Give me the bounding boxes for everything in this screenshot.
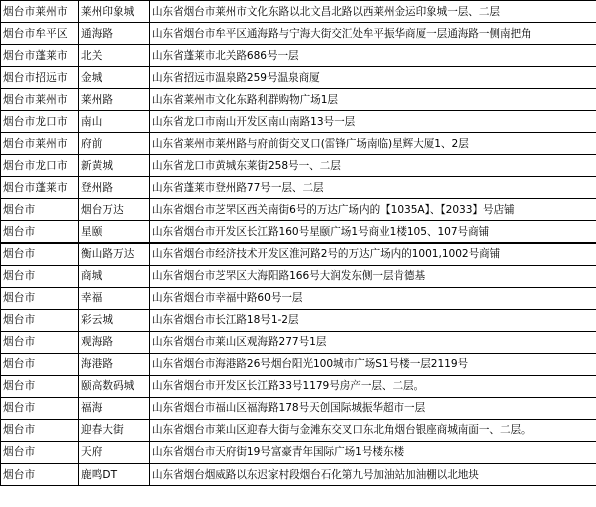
table-row	[1, 155, 596, 177]
store-name-cell: 彩云城	[79, 309, 150, 331]
address-cell: 山东省烟台市海港路26号烟台阳光100城市广场S1号楼一层2119号	[150, 353, 596, 375]
store-name-cell: 莱州路	[79, 89, 150, 111]
address-cell: 山东省烟台市天府街19号富豪青年国际广场1号楼东楼	[150, 441, 596, 463]
store-name-cell: 海港路	[79, 353, 150, 375]
store-name-cell: 登州路	[79, 177, 150, 199]
address-cell: 山东省烟台市莱山区观海路277号1层	[150, 331, 596, 353]
store-name-cell: 商城	[79, 265, 150, 287]
city-cell: 烟台市	[1, 441, 79, 463]
store-name-cell: 星颐	[79, 221, 150, 243]
address-cell: 山东省蓬莱市北关路686号一层	[150, 45, 596, 67]
city-cell: 烟台市莱州市	[1, 1, 79, 23]
address-cell: 山东省烟台市开发区长江路33号1179号房产一层、二层。	[150, 375, 596, 397]
city-cell: 烟台市龙口市	[1, 111, 79, 133]
city-cell: 烟台市蓬莱市	[1, 177, 79, 199]
table-row	[1, 133, 596, 155]
table-row	[1, 309, 596, 331]
table-row	[1, 1, 596, 23]
store-name-cell: 府前	[79, 133, 150, 155]
address-cell: 山东省烟台市福山区福海路178号天创国际城振华超市一层	[150, 397, 596, 419]
address-cell: 山东省烟台市芝罘区西关南街6号的万达广场内的【1035A】、【2033】号店铺	[150, 199, 596, 221]
address-cell: 山东省招远市温泉路259号温泉商厦	[150, 67, 596, 89]
table-row	[1, 331, 596, 353]
table-row	[1, 45, 596, 67]
city-cell: 烟台市	[1, 199, 79, 221]
city-cell: 烟台市	[1, 397, 79, 419]
store-name-cell: 幸福	[79, 287, 150, 309]
store-name-cell: 观海路	[79, 331, 150, 353]
table-row	[1, 287, 596, 309]
address-cell: 山东省烟台市开发区长江路160号星颐广场1号商业1楼105、107号商铺	[150, 221, 596, 243]
table-row	[1, 419, 596, 441]
city-cell: 烟台市	[1, 287, 79, 309]
table-row	[1, 243, 596, 265]
store-name-cell: 颐高数码城	[79, 375, 150, 397]
table-row	[1, 67, 596, 89]
city-cell: 烟台市莱州市	[1, 133, 79, 155]
city-cell: 烟台市	[1, 375, 79, 397]
store-name-cell: 通海路	[79, 23, 150, 45]
address-cell: 山东省烟台市牟平区通海路与宁海大街交汇处牟平振华商厦一层通海路一侧南把角	[150, 23, 596, 45]
address-cell: 山东省莱州市莱州路与府前街交叉口(雷锋广场南临)星辉大厦1、2层	[150, 133, 596, 155]
address-cell: 山东省龙口市黄城东莱街258号一、二层	[150, 155, 596, 177]
store-name-cell: 金城	[79, 67, 150, 89]
city-cell: 烟台市	[1, 243, 79, 265]
address-cell: 山东省莱州市文化东路利群购物广场1层	[150, 89, 596, 111]
table-row	[1, 177, 596, 199]
store-name-cell: 鹿鸣DT	[79, 463, 150, 485]
store-name-cell: 莱州印象城	[79, 1, 150, 23]
city-cell: 烟台市莱州市	[1, 89, 79, 111]
city-cell: 烟台市	[1, 419, 79, 441]
city-cell: 烟台市牟平区	[1, 23, 79, 45]
city-cell: 烟台市蓬莱市	[1, 45, 79, 67]
city-cell: 烟台市	[1, 221, 79, 243]
store-name-cell: 衡山路万达	[79, 243, 150, 265]
address-cell: 山东省烟台市芝罘区大海阳路166号大润发东侧一层肯德基	[150, 265, 596, 287]
address-cell: 山东省烟台市经济技术开发区淮河路2号的万达广场内的1001,1002号商铺	[150, 243, 596, 265]
table-row	[1, 441, 596, 463]
table-row	[1, 463, 596, 485]
table-row	[1, 265, 596, 287]
table-row	[1, 199, 596, 221]
address-cell: 山东省烟台市莱山区迎春大街与金滩东交叉口东北角烟台银座商城南面一、二层。	[150, 419, 596, 441]
table-row	[1, 111, 596, 133]
address-cell: 山东省蓬莱市登州路77号一层、二层	[150, 177, 596, 199]
store-name-cell: 烟台万达	[79, 199, 150, 221]
store-name-cell: 南山	[79, 111, 150, 133]
store-name-cell: 福海	[79, 397, 150, 419]
address-cell: 山东省烟台市长江路18号1-2层	[150, 309, 596, 331]
table-row	[1, 397, 596, 419]
address-cell: 山东省烟台市莱州市文化东路以北文昌北路以西莱州金运印象城一层、二层	[150, 1, 596, 23]
table-row	[1, 375, 596, 397]
store-name-cell: 天府	[79, 441, 150, 463]
city-cell: 烟台市	[1, 309, 79, 331]
city-cell: 烟台市	[1, 265, 79, 287]
city-cell: 烟台市龙口市	[1, 155, 79, 177]
city-cell: 烟台市招远市	[1, 67, 79, 89]
table-row	[1, 89, 596, 111]
store-name-cell: 北关	[79, 45, 150, 67]
table-row	[1, 353, 596, 375]
table-row	[1, 221, 596, 243]
table-body	[1, 1, 596, 486]
table-row	[1, 23, 596, 45]
city-cell: 烟台市	[1, 353, 79, 375]
address-cell: 山东省龙口市南山开发区南山南路13号一层	[150, 111, 596, 133]
store-name-cell: 新黄城	[79, 155, 150, 177]
address-cell: 山东省烟台烟威路以东迟家村段烟台石化第九号加油站加油棚以北地块	[150, 463, 596, 485]
city-cell: 烟台市	[1, 331, 79, 353]
address-cell: 山东省烟台市幸福中路60号一层	[150, 287, 596, 309]
city-cell: 烟台市	[1, 463, 79, 485]
store-name-cell: 迎春大街	[79, 419, 150, 441]
